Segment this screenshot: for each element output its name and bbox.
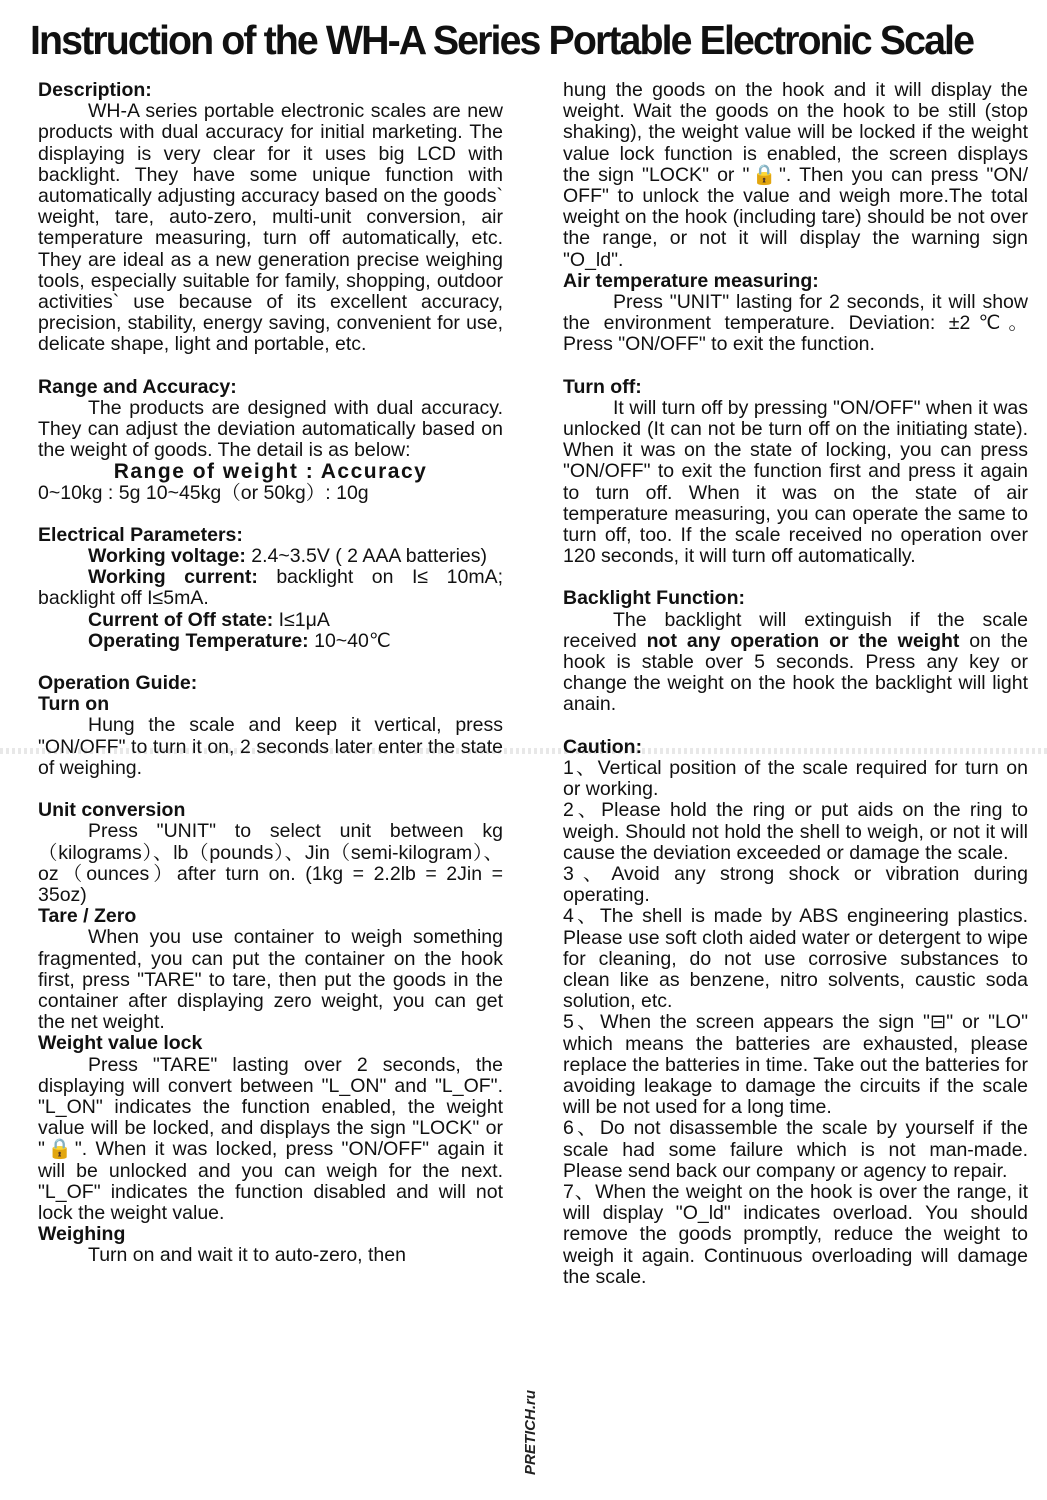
range-table-row: 0~10kg : 5g 10~45kg（or 50kg）: 10g <box>38 481 369 504</box>
electrical-heading: Electrical Parameters: <box>38 523 243 546</box>
turnoff-text: It will turn off by pressing "ON/OFF" when it was unlocked (It can not be turn off on the initiating state). When it was on the state of locking, you can press "ON/OFF" to exit the function first and press it again to turn off. When it was on the state of air temperature measuring, you can operate the same to turn off, too. If the scale received no operation over 120 seconds, it will turn off automatically. <box>563 396 1028 568</box>
caution-heading: Caution: <box>563 735 643 758</box>
lock-heading: Weight value lock <box>38 1032 203 1055</box>
description-text: WH-A series portable electronic scales are new products with dual accuracy for initial marketing. The displaying is very clear for it uses big LCD with backlight. They have some unique function with automatically adjusting accuracy based on the goods` weight, tare, auto-zero, multi-unit conversion, air temperature measuring, turn off automatically, etc. They are ideal as a new generation precise weighing tools, especially suitable for family, shopping, outdoor activities` use because of its excellent accuracy, precision, stability, energy saving, convenient for use, delicate shape, light and portable, etc. <box>38 100 503 356</box>
caution-item: 7、When the weight on the hook is over the range, it will display "O_ld" indicates overload. You should remove the goods promptly, reduce the weight to weigh it again. Continuous overloading will damage the scale. <box>563 1180 1028 1288</box>
off-state-line: Current of Off state: I≤1μA <box>88 608 330 631</box>
description-heading: Description: <box>38 79 152 101</box>
temperature-line: Operating Temperature: 10~40℃ <box>88 629 391 652</box>
range-heading: Range and Accuracy: <box>38 375 237 398</box>
operation-heading: Operation Guide: <box>38 672 198 695</box>
watermark: PRETICH.ru <box>522 1389 539 1475</box>
caution-item: 6、Do not disassemble the scale by yourself if the scale had some failure which is not man-made. Please send back our company or agency to repair. <box>563 1117 1028 1182</box>
range-text: The products are designed with dual accuracy. They can adjust the deviation automatically based on the weight of goods. The detail is as below: <box>38 396 503 462</box>
page-title: Instruction of the WH-A Series Portable Electronic Scale <box>30 17 974 63</box>
lock-text: Press "TARE" lasting over 2 seconds, the displaying will convert between "L_ON" and "L_OF". "L_ON" indicates the function enabled, the weight value will be locked, and displays the sign "LOCK" or "🔒". When it was locked, press "ON/OFF" again it will be unlocked and you can weigh for the next. "L_OF" indicates the function disabled and will not lock the weight value. <box>38 1053 503 1224</box>
turnoff-heading: Turn off: <box>563 375 642 398</box>
caution-item: 2、Please hold the ring or put aids on the ring to weigh. Should not hold the shell to weigh, or not it will cause the deviation exceeded or damage the scale. <box>563 799 1028 864</box>
tare-heading: Tare / Zero <box>38 905 137 928</box>
turnon-heading: Turn on <box>38 693 110 716</box>
range-table-header: Range of weight : Accuracy <box>113 460 428 484</box>
air-temperature-text: Press "UNIT" lasting for 2 seconds, it will show the environment temperature. Deviation: ±2℃。Press "ON/OFF" to exit the function. <box>563 291 1028 356</box>
air-temperature-heading: Air temperature measuring: <box>563 269 819 292</box>
left-column <box>38 80 503 1267</box>
current-line: Working current: backlight on I≤ 10mA; backlight off I≤5mA. <box>38 566 503 610</box>
caution-item: 5、When the screen appears the sign "⊟" or "LO" which means the batteries are exhausted, please replace the batteries in time. Take out the batteries for avoiding leakage to damage the circuits if the scale will be not used for a long time. <box>563 1011 1028 1119</box>
right-column <box>563 80 1028 1288</box>
voltage-line: Working voltage: 2.4~3.5V ( 2 AAA batteries) <box>88 545 488 568</box>
unit-text: Press "UNIT" to select unit between kg（kilograms）、lb（pounds）、Jin（semi-kilogram）、oz（ounces）after turn on. (1kg = 2.2lb = 2Jin = 35oz) <box>38 820 503 906</box>
weighing-heading: Weighing <box>38 1223 126 1246</box>
weighing-continued-text: hung the goods on the hook and it will display the weight. Wait the goods on the hook to be still (stop shaking), the weight value will be locked if the weight value lock function is enabled, the screen displays the sign "LOCK" or "🔒". Then you can press "ON/ OFF" to unlock the value and weigh more.The total weight on the hook (including tare) should be not over the range, or not it will display the warning sign "O_ld". <box>563 79 1028 271</box>
caution-item: 1、Vertical position of the scale required for turn on or working. <box>563 756 1028 801</box>
backlight-heading: Backlight Function: <box>563 587 745 610</box>
caution-item: 3、Avoid any strong shock or vibration during operating. <box>563 862 1028 907</box>
caution-item: 4、The shell is made by ABS engineering plastics. Please use soft cloth aided water or detergent to wipe for cleaning, do not use corrosive substances to clean like as benzene, nitro solvents, caustic soda solution, etc. <box>563 905 1028 1013</box>
tare-text: When you use container to weigh something fragmented, you can put the container on the hook first, press "TARE" to tare, then put the goods in the container after displaying zero weight, you can get the net weight. <box>38 926 503 1034</box>
backlight-text: The backlight will extinguish if the scale received not any operation or the weight on the hook is stable over 5 seconds. Press any key or change the weight on the hook the backlight will light anain. <box>563 608 1029 716</box>
weighing-text: Turn on and wait it to auto-zero, then <box>88 1244 406 1267</box>
unit-heading: Unit conversion <box>38 799 186 822</box>
turnon-text: Hung the scale and keep it vertical, press "ON/OFF" to turn it on, 2 seconds later enter the state of weighing. <box>38 714 503 779</box>
